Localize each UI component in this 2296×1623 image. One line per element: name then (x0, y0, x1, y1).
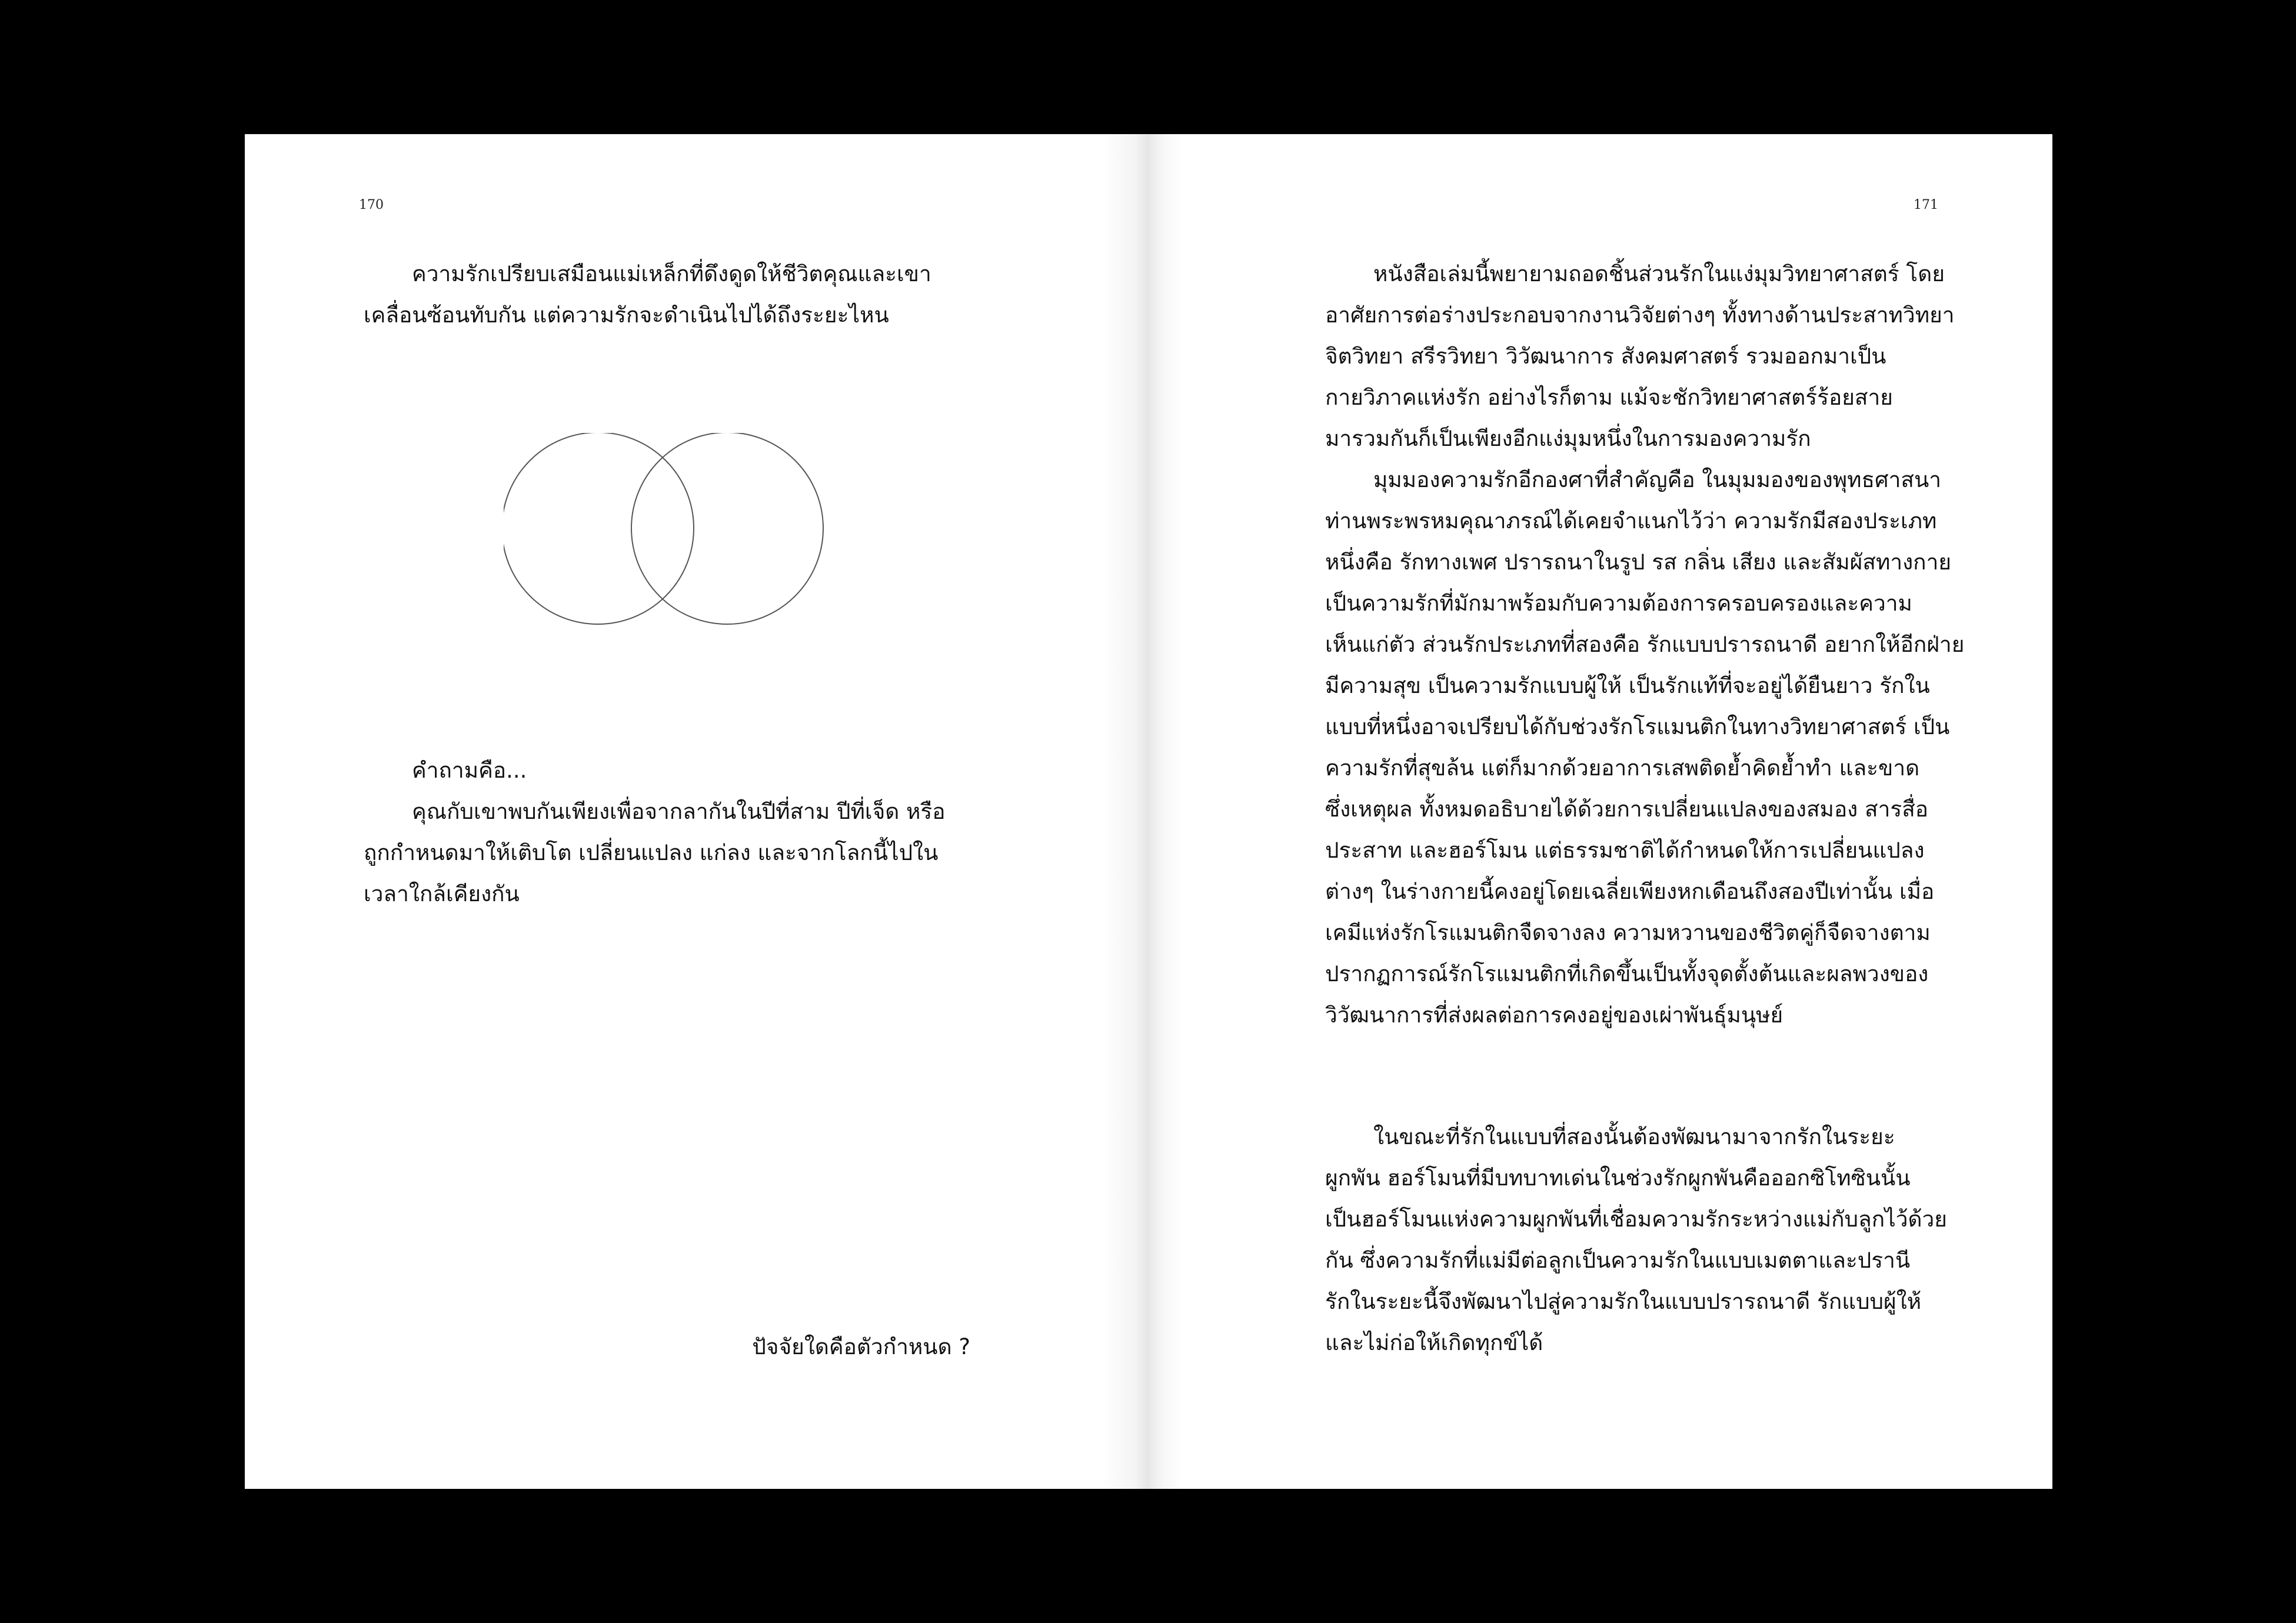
text-line: ปรากฏการณ์รักโรแมนติกที่เกิดขึ้นเป็นทั้งจุดตั้งต้นและผลพวงของ (1325, 961, 1929, 987)
gutter-shadow-left (1102, 134, 1149, 1489)
text-line: มุมมองความรักอีกองศาที่สำคัญคือ ในมุมมองของพุทธศาสนา (1373, 467, 1942, 492)
text-line: มีความสุข เป็นความรักแบบผู้ให้ เป็นรักแท้ที่จะอยู่ได้ยืนยาว รักใน (1325, 673, 1930, 698)
right-closing-paragraph (1325, 1117, 1947, 1364)
text-line: ในขณะที่รักในแบบที่สองนั้นต้องพัฒนามาจากรักในระยะ (1373, 1124, 1895, 1149)
text-line: เคลื่อนซ้อนทับกัน แต่ความรักจะดำเนินไปได้ถึงระยะไหน (364, 302, 889, 328)
venn-circle-left (504, 433, 694, 624)
left-page (245, 134, 1149, 1489)
text-line: และไม่ก่อให้เกิดทุกข์ได้ (1325, 1330, 1543, 1355)
text-line: อาศัยการต่อร่างประกอบจากงานวิจัยต่างๆ ทั้งทางด้านประสาทวิทยา (1325, 302, 1955, 328)
text-line: ความรักที่สุขล้น แต่ก็มากด้วยอาการเสพติดย้ำคิดย้ำทำ และขาด (1325, 755, 1920, 781)
text-line: เวลาใกล้เคียงกัน (364, 881, 520, 907)
question-label: คำถามคือ... (412, 758, 527, 783)
text-line: เห็นแก่ตัว ส่วนรักประเภทที่สองคือ รักแบบปรารถนาดี อยากให้อีกฝ่าย (1325, 632, 1965, 657)
text-line: ประสาท และฮอร์โมน แต่ธรรมชาติได้กำหนดให้การเปลี่ยนแปลง (1325, 838, 1925, 863)
text-line: กัน ซึ่งความรักที่แม่มีต่อลูกเป็นความรักในแบบเมตตาและปรานี (1325, 1248, 1911, 1273)
text-line: ต่างๆ ในร่างกายนี้คงอยู่โดยเฉลี่ยเพียงหกเดือนถึงสองปีเท่านั้น เมื่อ (1325, 879, 1935, 904)
text-line: วิวัฒนาการที่ส่งผลต่อการคงอยู่ของเผ่าพันธุ์มนุษย์ (1325, 1002, 1783, 1028)
text-line: ถูกกำหนดมาให้เติบโต เปลี่ยนแปลง แก่ลง และจากโลกนี้ไปใน (364, 840, 939, 865)
text-line: ผูกพัน ฮอร์โมนที่มีบทบาทเด่นในช่วงรักผูกพันคือออกซิโทซินนั้น (1325, 1165, 1911, 1191)
page-number-left: 170 (359, 198, 384, 212)
text-line: แบบที่หนึ่งอาจเปรียบได้กับช่วงรักโรแมนติกในทางวิทยาศาสตร์ เป็น (1325, 714, 1950, 739)
page-number-right: 171 (1914, 198, 1938, 212)
text-line: จิตวิทยา สรีรวิทยา วิวัฒนาการ สังคมศาสตร์ รวมออกมาเป็น (1325, 344, 1886, 369)
text-line: หนังสือเล่มนี้พยายามถอดชิ้นส่วนรักในแง่มุมวิทยาศาสตร์ โดย (1373, 261, 1945, 286)
text-line: เป็นความรักที่มักมาพร้อมกับความต้องการครอบครองและความ (1325, 591, 1912, 616)
text-line: ความรักเปรียบเสมือนแม่เหล็กที่ดึงดูดให้ชีวิตคุณและเขา (412, 261, 931, 286)
text-line: ซึ่งเหตุผล ทั้งหมดอธิบายได้ด้วยการเปลี่ยนแปลงของสมอง สารสื่อ (1325, 796, 1929, 822)
text-line: มารวมกันก็เป็นเพียงอีกแง่มุมหนึ่งในการมองความรัก (1325, 426, 1811, 451)
text-line: เคมีแห่งรักโรแมนติกจืดจางลง ความหวานของชีวิตคู่ก็จืดจางตาม (1325, 920, 1931, 945)
right-main-text (1325, 254, 1964, 1036)
venn-circle-right (631, 433, 823, 624)
text-line: รักในระยะนี้จึงพัฒนาไปสู่ความรักในแบบปรารถนาดี รักแบบผู้ให้ (1325, 1289, 1922, 1314)
left-question-paragraph (364, 750, 946, 915)
text-line: หนึ่งคือ รักทางเพศ ปรารถนาในรูป รส กลิ่น เสียง และสัมผัสทางกาย (1325, 549, 1952, 575)
gutter-shadow-right (1149, 134, 1182, 1489)
right-page (1149, 134, 2052, 1489)
text-line: เป็นฮอร์โมนแห่งความผูกพันที่เชื่อมความรักระหว่างแม่กับลูกไว้ด้วย (1325, 1207, 1947, 1232)
text-line: คุณกับเขาพบกันเพียงเพื่อจากลากันในปีที่สาม ปีที่เจ็ด หรือ (412, 799, 946, 824)
text-line: ท่านพระพรหมคุณาภรณ์ได้เคยจำแนกไว้ว่า ความรักมีสองประเภท (1325, 508, 1937, 534)
left-intro-paragraph (364, 254, 931, 336)
book-spread (245, 134, 2052, 1489)
text-line: กายวิภาคแห่งรัก อย่างไรก็ตาม แม้จะชักวิทยาศาสตร์ร้อยสาย (1325, 385, 1893, 410)
venn-diagram (504, 433, 833, 633)
closing-question: ปัจจัยใดคือตัวกำหนด ? (752, 1334, 970, 1359)
